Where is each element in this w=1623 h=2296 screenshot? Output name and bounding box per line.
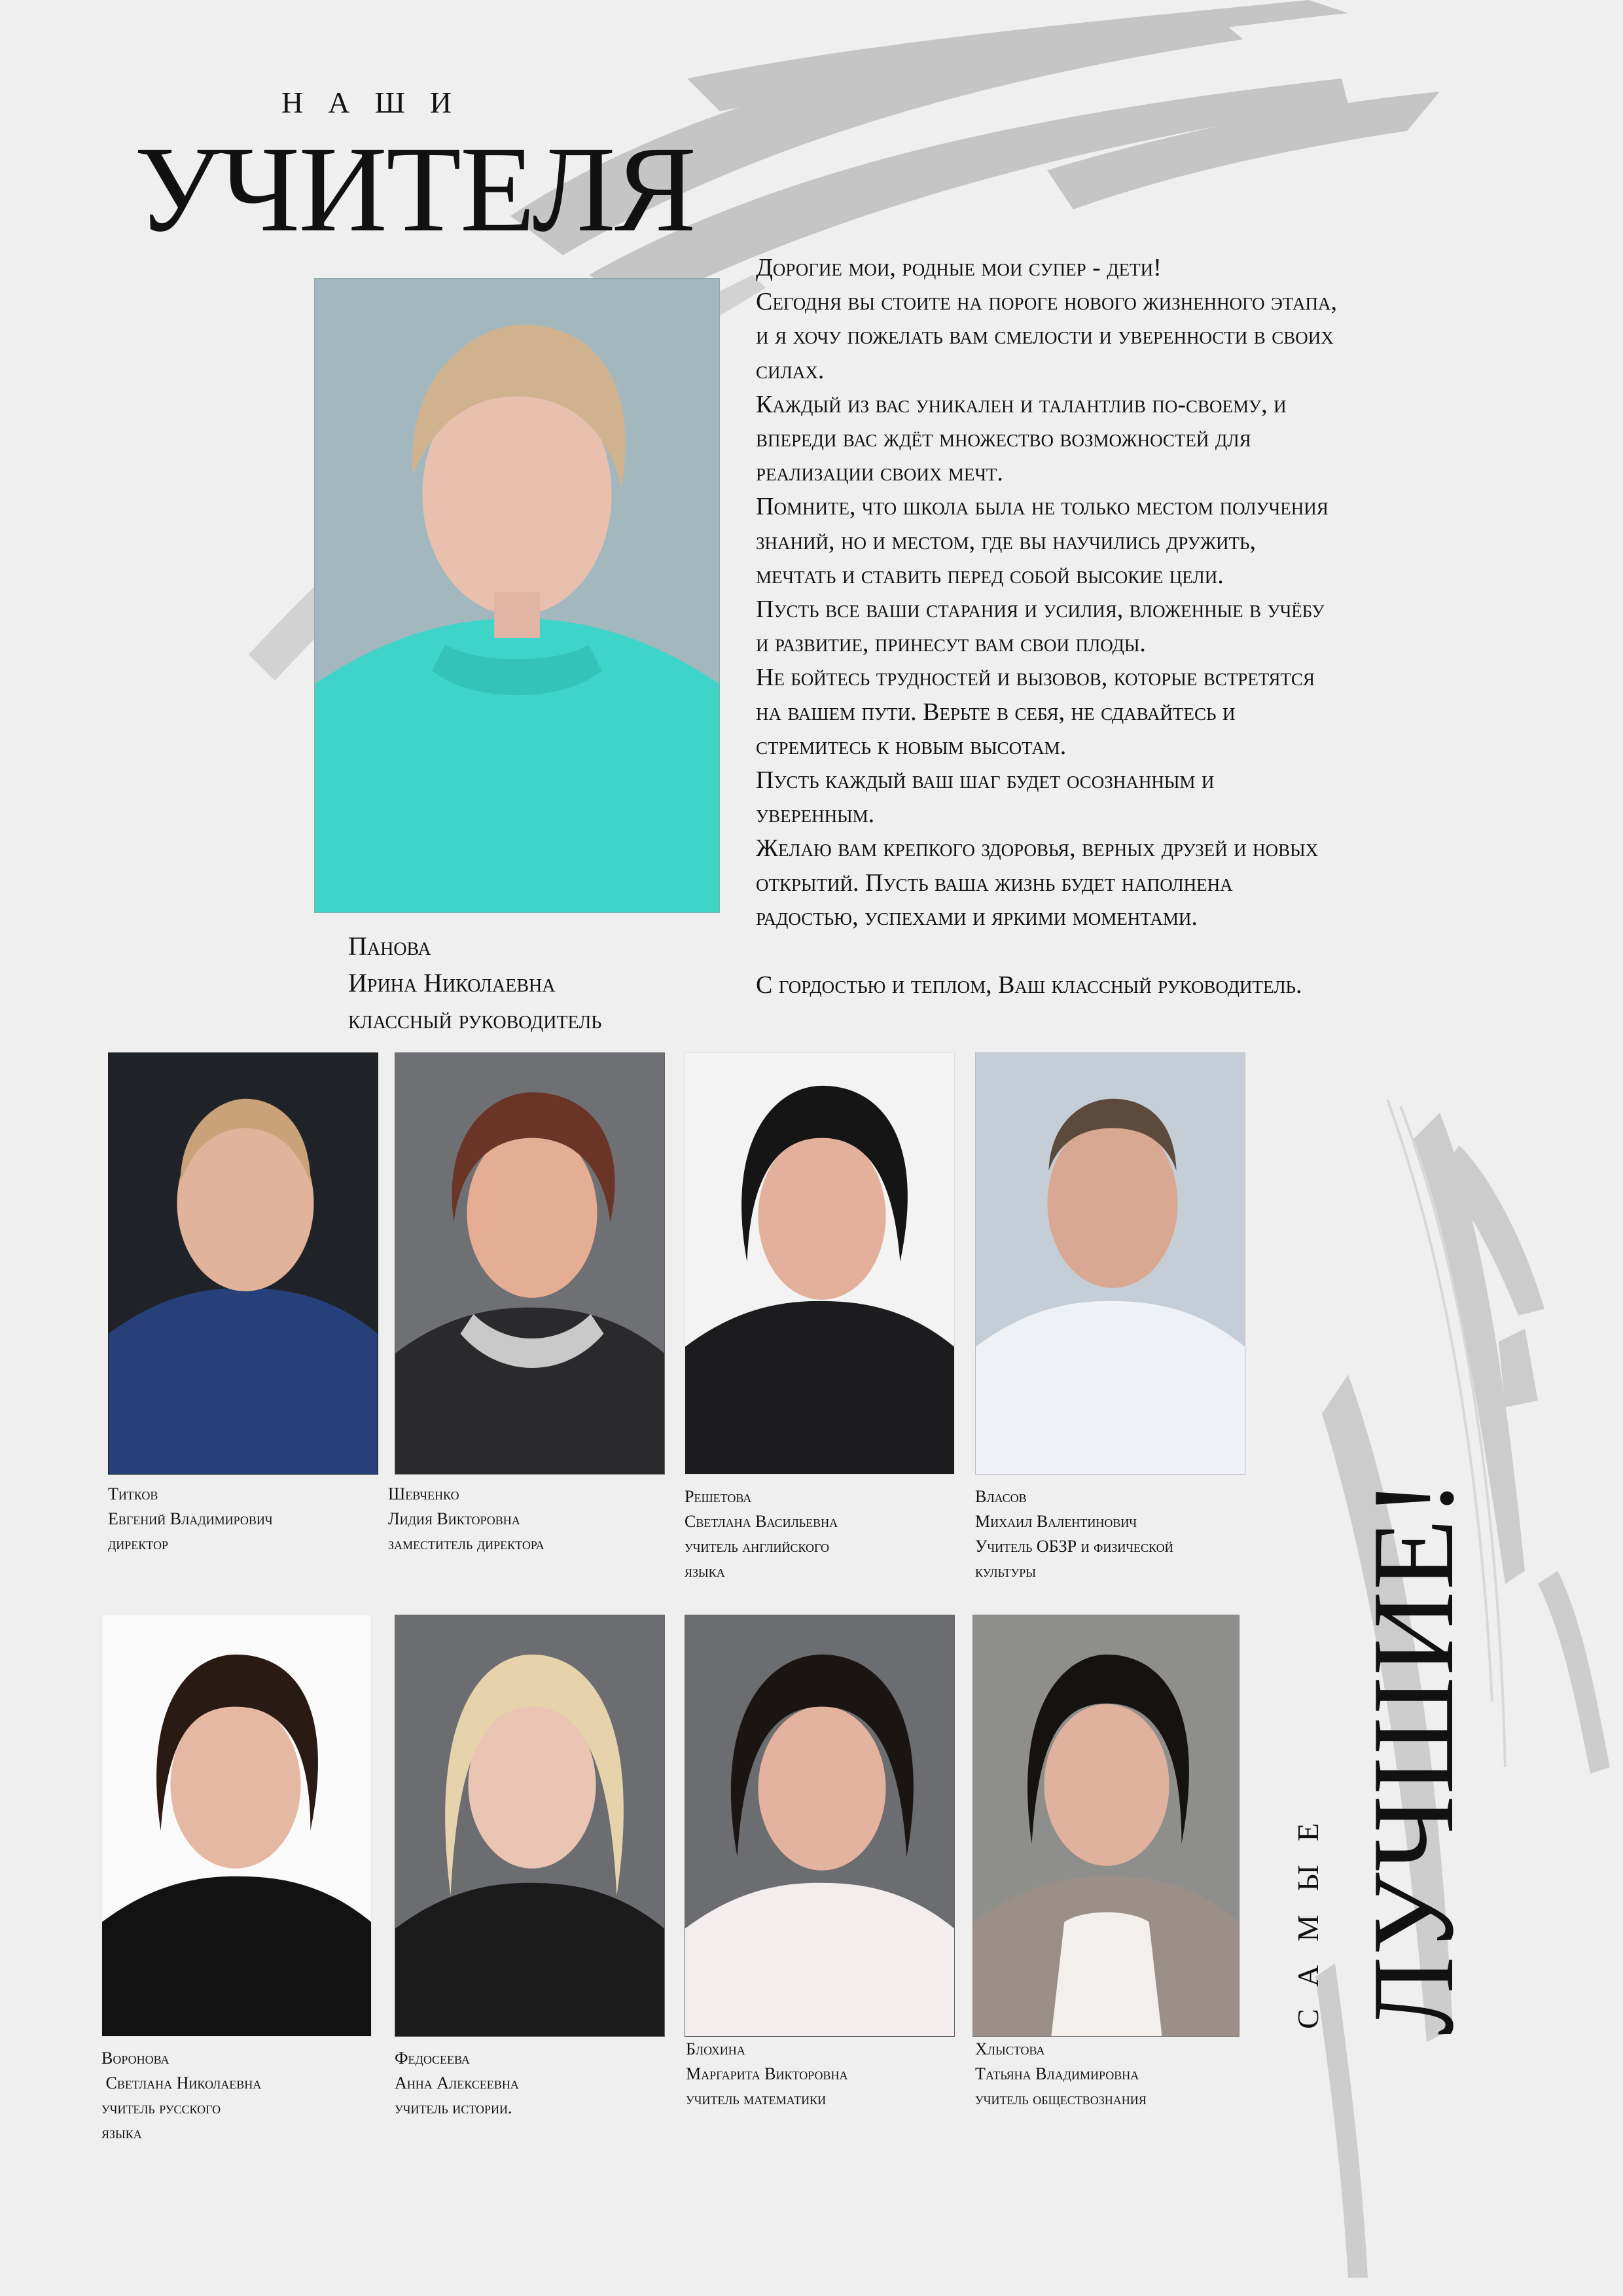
teacher-photo-shevchenko [395,1052,665,1475]
teacher-surname: Титков [108,1484,158,1503]
class-teacher-surname: Панова [348,931,431,961]
class-teacher-photo [314,278,720,913]
teacher-given-name: Анна Алексеевна [395,2073,519,2092]
letter-line: мечтать и ставить перед собой высокие цели. [756,561,1224,589]
letter-line: радостью, успехами и яркими моментами. [756,903,1198,931]
portrait-photo-icon [395,1053,664,1474]
letter-line: впереди вас ждёт множество возможностей для [756,425,1251,453]
side-subtitle: САМЫЕ [1291,1799,1325,2029]
letter-line: реализации своих мечт. [756,459,1003,487]
teacher-photo-vlasov [975,1052,1245,1475]
teacher-photo-reshetova [685,1052,955,1475]
teacher-caption [108,1482,273,1556]
class-teacher-role: классный руководитель [348,1005,602,1034]
letter-line: открытий. Пусть ваша жизнь будет наполнена [756,869,1233,897]
letter-line: знаний, но и местом, где вы научились дружить, [756,527,1257,555]
portrait-photo-icon [685,1053,954,1474]
letter-line: Не бойтесь трудностей и вызовов, которые встретятся [756,664,1315,692]
teacher-photo-khlystova [972,1615,1240,2037]
portrait-photo-icon [102,1615,371,2036]
farewell-letter [756,251,1515,1002]
teacher-role: учитель русского [101,2098,221,2117]
letter-line: на вашем пути. Верьте в себя, не сдавайтесь и [756,698,1236,726]
page-title: УЧИТЕЛЯ [134,120,696,257]
teacher-role: заместитель директора [388,1534,544,1553]
teacher-caption [975,2037,1147,2111]
letter-line: Пусть каждый ваш шаг будет осознанным и [756,766,1215,795]
teacher-caption [101,2046,261,2145]
teacher-role-cont: культуры [975,1562,1036,1581]
letter-line: Пусть все ваши старания и усилия, вложенные в учёбу [756,596,1325,624]
letter-line: и я хочу пожелать вам смелости и уверенности в своих [756,322,1334,350]
letter-line: Сегодня вы стоите на пороге нового жизненного этапа, [756,288,1338,316]
teacher-role: учитель математики [686,2089,827,2108]
letter-signature: С гордостью и теплом, Ваш классный руководитель. [756,971,1302,999]
teacher-surname: Федосеева [395,2049,470,2068]
portrait-photo-icon [395,1615,664,2036]
teacher-role: учитель обществознания [975,2089,1147,2108]
teacher-surname: Хлыстова [975,2039,1045,2058]
portrait-photo-icon [109,1053,378,1474]
teacher-given-name: Лидия Викторовна [388,1509,520,1528]
teacher-caption [975,1484,1173,1584]
teacher-role-cont: языка [685,1562,725,1581]
letter-line: уверенным. [756,800,875,829]
teacher-given-name: Евгений Владимирович [108,1509,273,1528]
teacher-caption [685,1484,838,1584]
teacher-photo-titkov [108,1052,378,1475]
portrait-photo-icon [315,279,719,912]
teacher-role: директор [108,1534,169,1553]
side-title: ЛУЧШИЕ! [1348,1477,1478,2036]
letter-line: силах. [756,356,825,384]
teacher-role: Учитель ОБЗР и физической [975,1537,1173,1556]
class-teacher-caption [348,928,601,1038]
letter-line: стремитесь к новым высотам. [756,732,1067,760]
letter-line: Дорогие мои, родные мои супер - дети! [756,254,1162,281]
teacher-surname: Шевченко [388,1484,459,1503]
letter-line: и развитие, принесут вам свои плоды. [756,630,1146,658]
letter-line: Помните, что школа была не только местом получения [756,493,1329,521]
portrait-photo-icon [685,1615,954,2036]
teacher-photo-fedoseeva [395,1615,665,2037]
teacher-role: учитель английского [685,1537,830,1556]
teacher-surname: Воронова [101,2049,169,2068]
teacher-surname: Блохина [686,2039,745,2058]
teacher-given-name: Светлана Николаевна [101,2073,262,2092]
letter-line: Желаю вам крепкого здоровья, верных друзей и новых [756,834,1319,863]
teacher-given-name: Татьяна Владимировна [975,2064,1139,2083]
portrait-photo-icon [973,1615,1239,2036]
teacher-caption [395,2046,519,2121]
header-kicker: НАШИ [281,86,477,119]
teacher-given-name: Михаил Валентинович [975,1512,1137,1531]
teacher-role: учитель истории. [395,2098,512,2117]
teacher-caption [686,2037,848,2111]
teacher-photo-voronova [101,1615,372,2037]
letter-line: Каждый из вас уникален и талантлив по-своему, и [756,390,1287,418]
portrait-photo-icon [976,1053,1245,1474]
letter-spacer [756,934,1515,968]
teacher-caption [388,1482,544,1556]
class-teacher-given-name: Ирина Николаевна [348,968,556,997]
teacher-given-name: Маргарита Викторовна [686,2064,848,2083]
teacher-photo-blokhina [685,1615,955,2037]
teacher-surname: Власов [975,1487,1027,1506]
teacher-given-name: Светлана Васильевна [685,1512,838,1531]
teacher-surname: Решетова [685,1487,752,1506]
teacher-role-cont: языка [101,2123,142,2142]
